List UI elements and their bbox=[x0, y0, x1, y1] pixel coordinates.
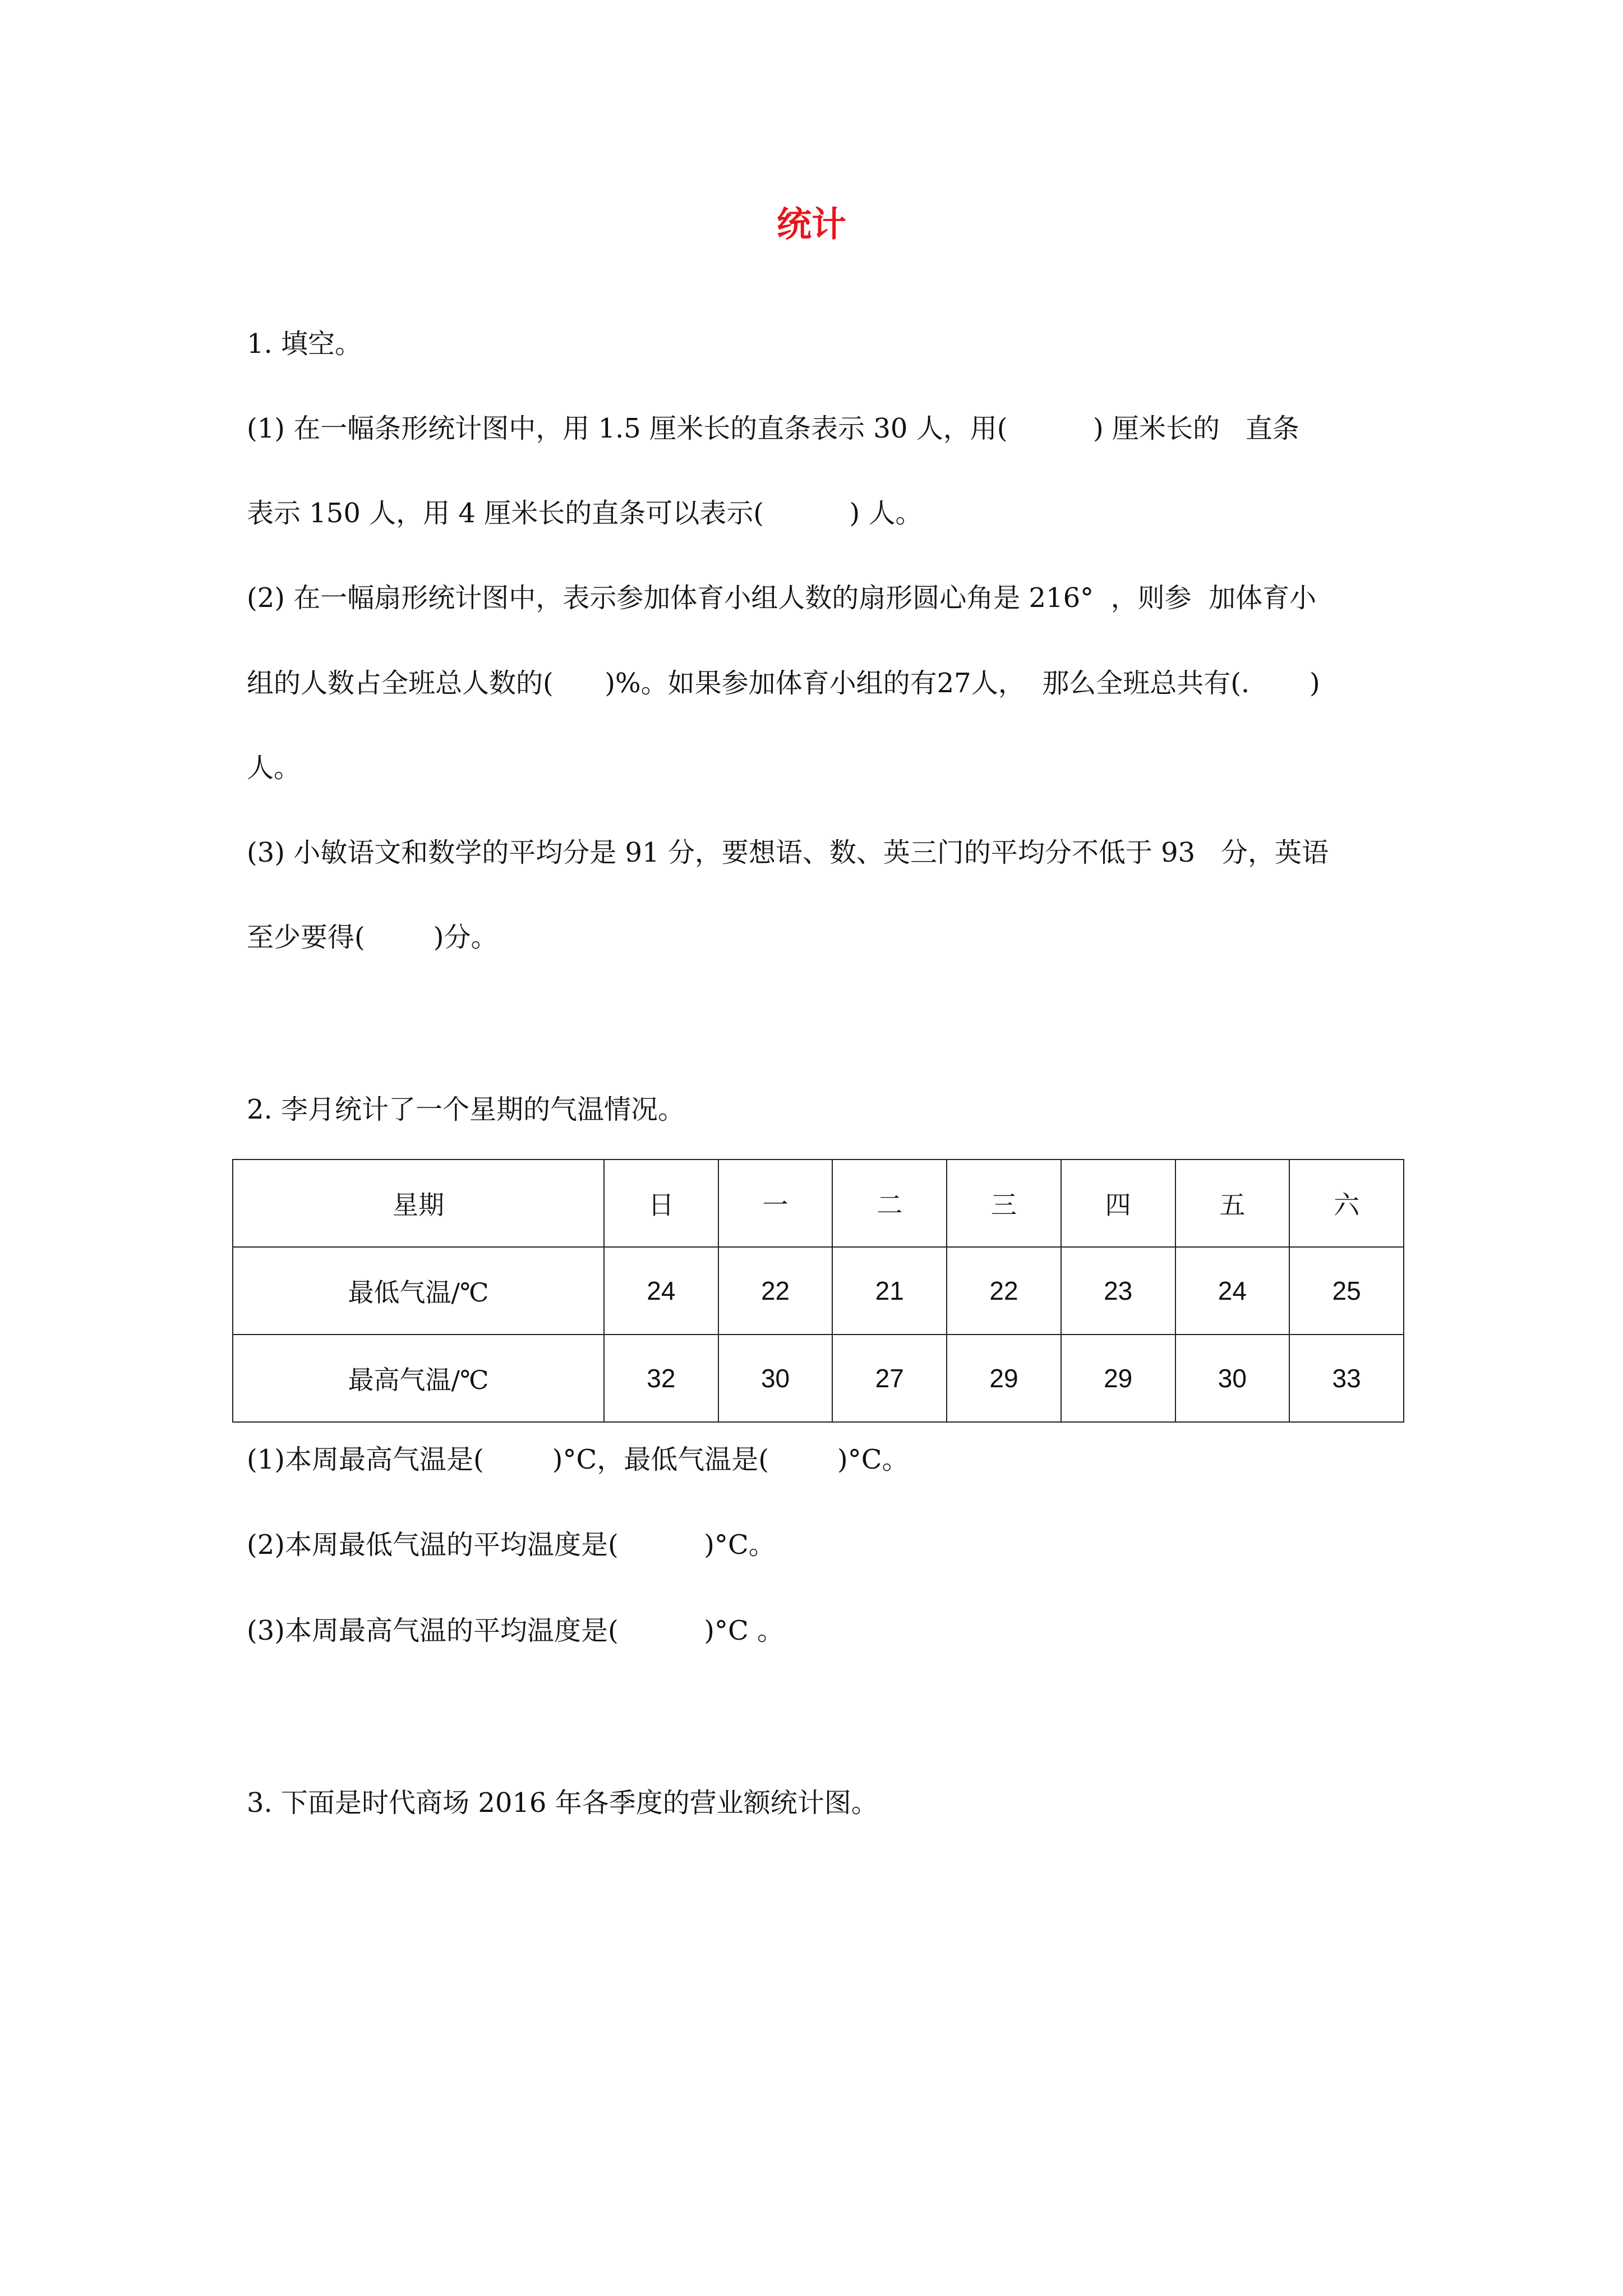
table-row bbox=[233, 1335, 1404, 1422]
table-cell: 22 bbox=[947, 1247, 1061, 1335]
table-cell: 一 bbox=[718, 1159, 833, 1247]
table-row bbox=[233, 1247, 1404, 1335]
table-cell: 30 bbox=[1175, 1335, 1290, 1422]
table-cell: 三 bbox=[947, 1159, 1061, 1247]
q2-line-1: (1)本周最高气温是( )°C，最低气温是( )°C。 bbox=[247, 1444, 909, 1475]
table-cell: 25 bbox=[1289, 1247, 1404, 1335]
temperature-table bbox=[232, 1159, 1404, 1423]
q1-line-6: (3) 小敏语文和数学的平均分是 91 分，要想语、数、英三门的平均分不低于 93 分，英语 bbox=[247, 837, 1329, 868]
q1-line-7: 至少要得( )分。 bbox=[247, 922, 498, 953]
table-cell: 32 bbox=[604, 1335, 718, 1422]
table-cell: 30 bbox=[718, 1335, 833, 1422]
table-cell: 星期 bbox=[233, 1159, 604, 1247]
q1-line-2: 表示 150 人，用 4 厘米长的直条可以表示( ) 人。 bbox=[247, 498, 923, 529]
table-header-row bbox=[233, 1159, 1404, 1247]
q3-heading: 3. 下面是时代商场 2016 年各季度的营业额统计图。 bbox=[247, 1787, 878, 1819]
q1-line-1: (1) 在一幅条形统计图中，用 1.5 厘米长的直条表示 30 人，用( ) 厘米长的 直条 bbox=[247, 413, 1299, 444]
table-cell: 23 bbox=[1061, 1247, 1175, 1335]
q1-line-3: (2) 在一幅扇形统计图中，表示参加体育小组人数的扇形圆心角是 216° ，则参 加体育小 bbox=[247, 582, 1317, 614]
q2-heading: 2. 李月统计了一个星期的气温情况。 bbox=[247, 1094, 685, 1125]
table-cell: 27 bbox=[832, 1335, 947, 1422]
table-cell: 24 bbox=[1175, 1247, 1290, 1335]
table-cell: 29 bbox=[1061, 1335, 1175, 1422]
table-cell: 29 bbox=[947, 1335, 1061, 1422]
page-title: 统计 bbox=[776, 204, 846, 245]
table-cell: 日 bbox=[604, 1159, 718, 1247]
table-cell: 21 bbox=[832, 1247, 947, 1335]
table-cell: 22 bbox=[718, 1247, 833, 1335]
table-cell: 最高气温/℃ bbox=[233, 1335, 604, 1422]
table-cell: 五 bbox=[1175, 1159, 1290, 1247]
table-cell: 33 bbox=[1289, 1335, 1404, 1422]
table-cell: 四 bbox=[1061, 1159, 1175, 1247]
q2-line-2: (2)本周最低气温的平均温度是( )°C。 bbox=[247, 1529, 776, 1561]
q1-heading: 1. 填空。 bbox=[247, 328, 362, 360]
table-cell: 六 bbox=[1289, 1159, 1404, 1247]
q1-line-5: 人。 bbox=[247, 752, 301, 784]
table-cell: 二 bbox=[832, 1159, 947, 1247]
table-cell: 24 bbox=[604, 1247, 718, 1335]
q2-line-3: (3)本周最高气温的平均温度是( )°C 。 bbox=[247, 1615, 785, 1646]
table-cell: 最低气温/℃ bbox=[233, 1247, 604, 1335]
q1-line-4: 组的人数占全班总人数的( )%。如果参加体育小组的有27人， 那么全班总共有(. ) bbox=[247, 668, 1320, 699]
